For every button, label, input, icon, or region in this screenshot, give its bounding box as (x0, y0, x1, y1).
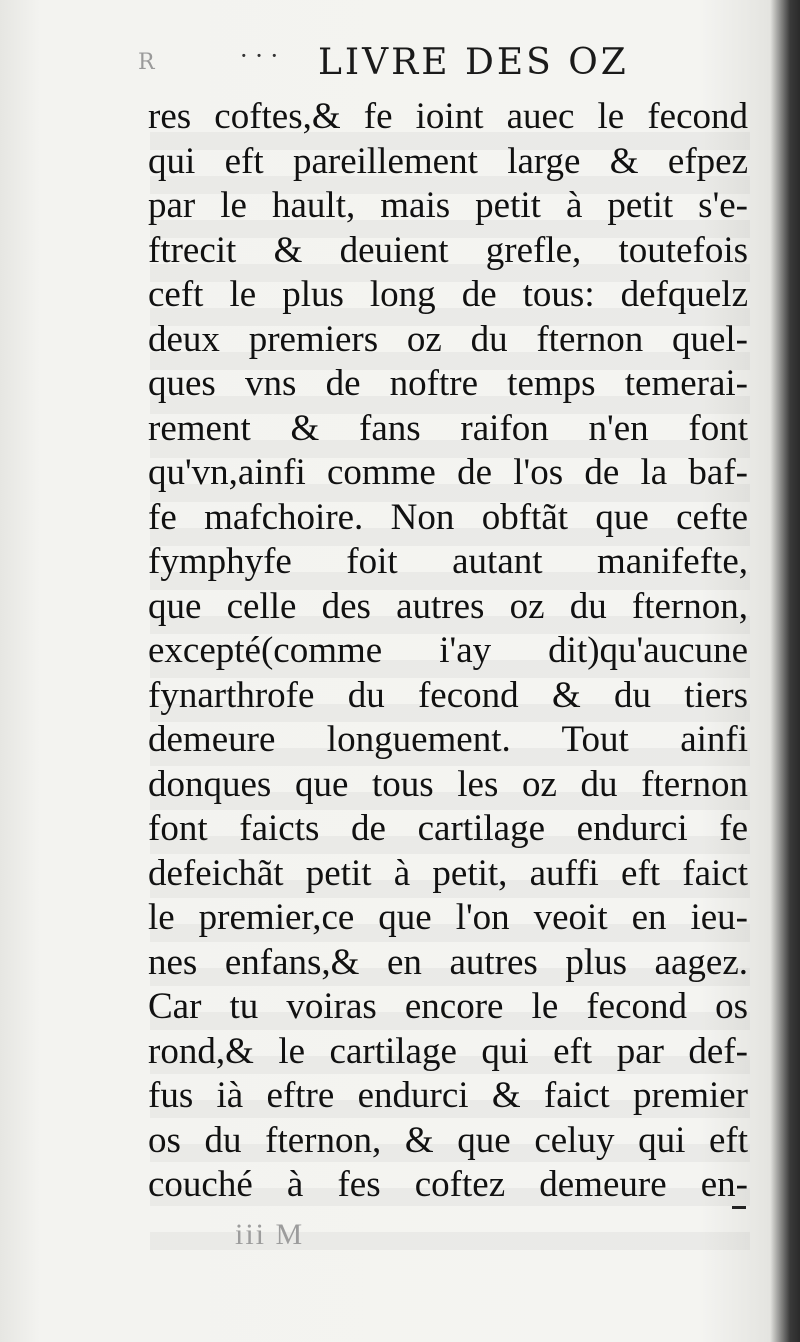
text-line: fynarthrofe du fecond & du tiers (148, 674, 748, 716)
text-line: nes enfans,& en autres plus aagez. (148, 941, 748, 983)
text-line: demeure longuement. Tout ainfi (148, 719, 748, 760)
text-line: defeichãt petit à petit, auffi eft faict (148, 852, 748, 894)
text-line: le premier,ce que l'on veoit en ieu- (148, 897, 748, 938)
text-line: fus ià eftre endurci & faict premier (148, 1075, 748, 1116)
text-line: par le hault, mais petit à petit s'e- (148, 185, 748, 226)
signature-mark: iii M (235, 1218, 305, 1251)
text-line: fe mafchoire. Non obftãt que cefte (148, 496, 748, 538)
header-margin-mark: R (138, 50, 155, 75)
text-line: que celle des autres oz du fternon, (148, 585, 748, 627)
running-header (0, 42, 800, 92)
text-line: font faicts de cartilage endurci fe (148, 808, 748, 849)
text-line: rond,& le cartilage qui eft par def- (148, 1030, 748, 1072)
text-line: rement & fans raifon n'en font (148, 407, 748, 449)
text-line: ques vns de noftre temps temerai- (148, 363, 748, 404)
text-line: res coftes,& fe ioint auec le fecond (148, 96, 748, 137)
text-line: Car tu voiras encore le fecond os (148, 986, 748, 1027)
text-line: ceft le plus long de tous: defquelz (148, 274, 748, 315)
line-end-hyphen-mark (732, 1206, 746, 1209)
text-line: deux premiers oz du fternon quel- (148, 318, 748, 360)
text-line: couché à fes coftez demeure en- (148, 1164, 748, 1205)
text-line: qui eft pareillement large & efpez (148, 140, 748, 182)
body-text (148, 95, 748, 1208)
text-line: ftrecit & deuient grefle, toutefois (148, 229, 748, 271)
page-title: LIVRE DES OZ (318, 42, 629, 83)
text-line: excepté(comme i'ay dit)qu'aucune (148, 630, 748, 671)
text-line: donques que tous les oz du fternon (148, 763, 748, 805)
text-line: qu'vn,ainfi comme de l'os de la baf- (148, 452, 748, 493)
header-dots: · · · (240, 42, 279, 70)
text-line: os du fternon, & que celuy qui eft (148, 1119, 748, 1161)
text-line: fymphyfe foit autant manifefte, (148, 541, 748, 582)
